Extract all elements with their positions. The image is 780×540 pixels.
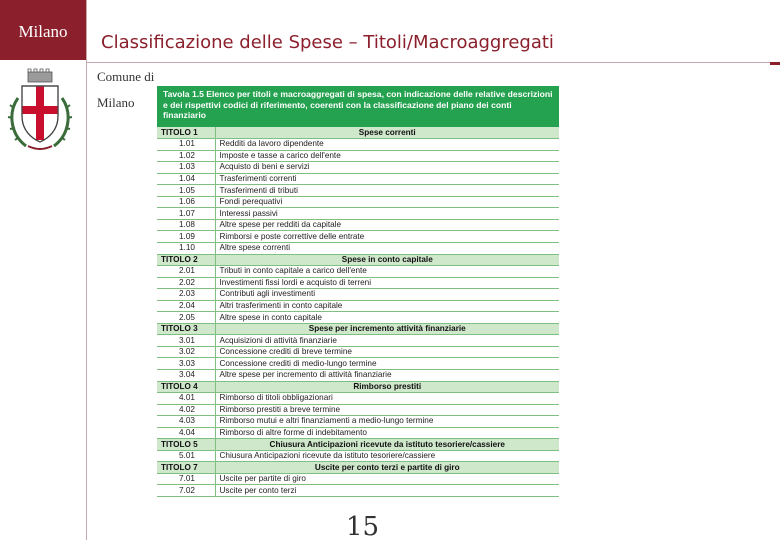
table-row: [157, 393, 559, 405]
sidebar: [0, 0, 86, 540]
table-row: [157, 358, 559, 370]
macroaggregate-code-cell: 1.07: [157, 208, 215, 220]
macroaggregate-code-cell: 1.05: [157, 185, 215, 197]
vertical-divider: [86, 0, 87, 540]
expenditure-table: [157, 127, 559, 497]
macroaggregate-description-cell: Trasferimenti di tributi: [215, 185, 559, 197]
macroaggregate-code-cell: 2.02: [157, 277, 215, 289]
section-code-cell: TITOLO 2: [157, 254, 215, 266]
macroaggregate-description-cell: Altre spese per incremento di attività finanziarie: [215, 369, 559, 381]
macroaggregate-description-cell: Acquisto di beni e servizi: [215, 162, 559, 174]
table-row: [157, 450, 559, 462]
table-row: [157, 162, 559, 174]
table-row: [157, 266, 559, 278]
macroaggregate-description-cell: Chiusura Anticipazioni ricevute da istituto tesoriere/cassiere: [215, 450, 559, 462]
divider-accent: [770, 62, 780, 65]
macroaggregate-description-cell: Altre spese per redditi da capitale: [215, 219, 559, 231]
macroaggregate-code-cell: 4.04: [157, 427, 215, 439]
macroaggregate-description-cell: Altre spese in conto capitale: [215, 312, 559, 324]
macroaggregate-code-cell: 2.05: [157, 312, 215, 324]
macroaggregate-code-cell: 1.10: [157, 242, 215, 254]
comune-label: Comune di: [97, 69, 155, 84]
table-section-row: [157, 127, 559, 139]
table-row: [157, 473, 559, 485]
macroaggregate-description-cell: Altri trasferimenti in conto capitale: [215, 300, 559, 312]
table-section-row: [157, 462, 559, 474]
macroaggregate-description-cell: Rimborso mutui e altri finanziamenti a medio-lungo termine: [215, 416, 559, 428]
macroaggregate-code-cell: 7.02: [157, 485, 215, 497]
page-title: Classificazione delle Spese – Titoli/Macroaggregati: [101, 32, 554, 53]
table-caption: Tavola 1.5 Elenco per titoli e macroaggregati di spesa, con indicazione delle relative descrizioni e dei rispettivi codici di riferimento, coerenti con la classificazione del piano dei conti finanziario: [157, 86, 559, 127]
macroaggregate-code-cell: 1.04: [157, 173, 215, 185]
macroaggregate-code-cell: 4.01: [157, 393, 215, 405]
table-row: [157, 277, 559, 289]
table-row: [157, 150, 559, 162]
macroaggregate-code-cell: 3.03: [157, 358, 215, 370]
table-row: [157, 173, 559, 185]
table-section-row: [157, 323, 559, 335]
table-row: [157, 242, 559, 254]
table-section-row: [157, 439, 559, 451]
section-title-cell: Spese in conto capitale: [215, 254, 559, 266]
sidebar-city-name: Milano: [18, 22, 68, 41]
macroaggregate-code-cell: 5.01: [157, 450, 215, 462]
macroaggregate-description-cell: Investimenti fissi lordi e acquisto di terreni: [215, 277, 559, 289]
table-row: [157, 312, 559, 324]
table-row: [157, 485, 559, 497]
macroaggregate-code-cell: 1.02: [157, 150, 215, 162]
macroaggregate-description-cell: Interessi passivi: [215, 208, 559, 220]
macroaggregate-description-cell: Concessione crediti di medio-lungo termine: [215, 358, 559, 370]
macroaggregate-code-cell: 1.03: [157, 162, 215, 174]
section-title-cell: Rimborso prestiti: [215, 381, 559, 393]
table-row: [157, 208, 559, 220]
macroaggregate-code-cell: 3.02: [157, 346, 215, 358]
table-row: [157, 185, 559, 197]
section-title-cell: Chiusura Anticipazioni ricevute da istituto tesoriere/cassiere: [215, 439, 559, 451]
table-row: [157, 300, 559, 312]
expenditure-table-figure: [157, 86, 559, 497]
macroaggregate-description-cell: Acquisizioni di attività finanziarie: [215, 335, 559, 347]
section-title-cell: Spese correnti: [215, 127, 559, 139]
macroaggregate-code-cell: 4.03: [157, 416, 215, 428]
section-title-cell: Spese per incremento attività finanziarie: [215, 323, 559, 335]
macroaggregate-code-cell: 1.09: [157, 231, 215, 243]
table-row: [157, 231, 559, 243]
table-row: [157, 369, 559, 381]
macroaggregate-code-cell: 3.04: [157, 369, 215, 381]
macroaggregate-description-cell: Tributi in conto capitale a carico dell'ente: [215, 266, 559, 278]
macroaggregate-description-cell: Redditi da lavoro dipendente: [215, 139, 559, 151]
table-row: [157, 346, 559, 358]
macroaggregate-code-cell: 1.08: [157, 219, 215, 231]
section-code-cell: TITOLO 7: [157, 462, 215, 474]
table-row: [157, 427, 559, 439]
macroaggregate-code-cell: 4.02: [157, 404, 215, 416]
comune-city-label: Milano: [97, 95, 135, 110]
sidebar-banner: [0, 0, 86, 60]
milano-crest-icon: [4, 68, 76, 154]
macroaggregate-description-cell: Uscite per conto terzi: [215, 485, 559, 497]
table-row: [157, 416, 559, 428]
macroaggregate-description-cell: Rimborso di altre forme di indebitamento: [215, 427, 559, 439]
table-section-row: [157, 381, 559, 393]
table-row: [157, 404, 559, 416]
table-row: [157, 289, 559, 301]
table-row: [157, 139, 559, 151]
macroaggregate-description-cell: Uscite per partite di giro: [215, 473, 559, 485]
macroaggregate-description-cell: Fondi perequativi: [215, 196, 559, 208]
macroaggregate-code-cell: 2.01: [157, 266, 215, 278]
macroaggregate-description-cell: Contributi agli investimenti: [215, 289, 559, 301]
macroaggregate-code-cell: 1.06: [157, 196, 215, 208]
table-row: [157, 219, 559, 231]
section-code-cell: TITOLO 5: [157, 439, 215, 451]
macroaggregate-code-cell: 2.03: [157, 289, 215, 301]
macroaggregate-code-cell: 3.01: [157, 335, 215, 347]
macroaggregate-description-cell: Trasferimenti correnti: [215, 173, 559, 185]
page-number: 15: [346, 512, 380, 540]
macroaggregate-description-cell: Rimborso prestiti a breve termine: [215, 404, 559, 416]
table-section-row: [157, 254, 559, 266]
macroaggregate-description-cell: Imposte e tasse a carico dell'ente: [215, 150, 559, 162]
macroaggregate-description-cell: Rimborso di titoli obbligazionari: [215, 393, 559, 405]
section-code-cell: TITOLO 3: [157, 323, 215, 335]
macroaggregate-description-cell: Altre spese correnti: [215, 242, 559, 254]
section-title-cell: Uscite per conto terzi e partite di giro: [215, 462, 559, 474]
macroaggregate-description-cell: Rimborsi e poste correttive delle entrate: [215, 231, 559, 243]
macroaggregate-description-cell: Concessione crediti di breve termine: [215, 346, 559, 358]
table-row: [157, 196, 559, 208]
macroaggregate-code-cell: 7.01: [157, 473, 215, 485]
section-code-cell: TITOLO 1: [157, 127, 215, 139]
macroaggregate-code-cell: 1.01: [157, 139, 215, 151]
horizontal-divider: [87, 62, 780, 63]
section-code-cell: TITOLO 4: [157, 381, 215, 393]
macroaggregate-code-cell: 2.04: [157, 300, 215, 312]
table-row: [157, 335, 559, 347]
table-body: [157, 127, 559, 497]
